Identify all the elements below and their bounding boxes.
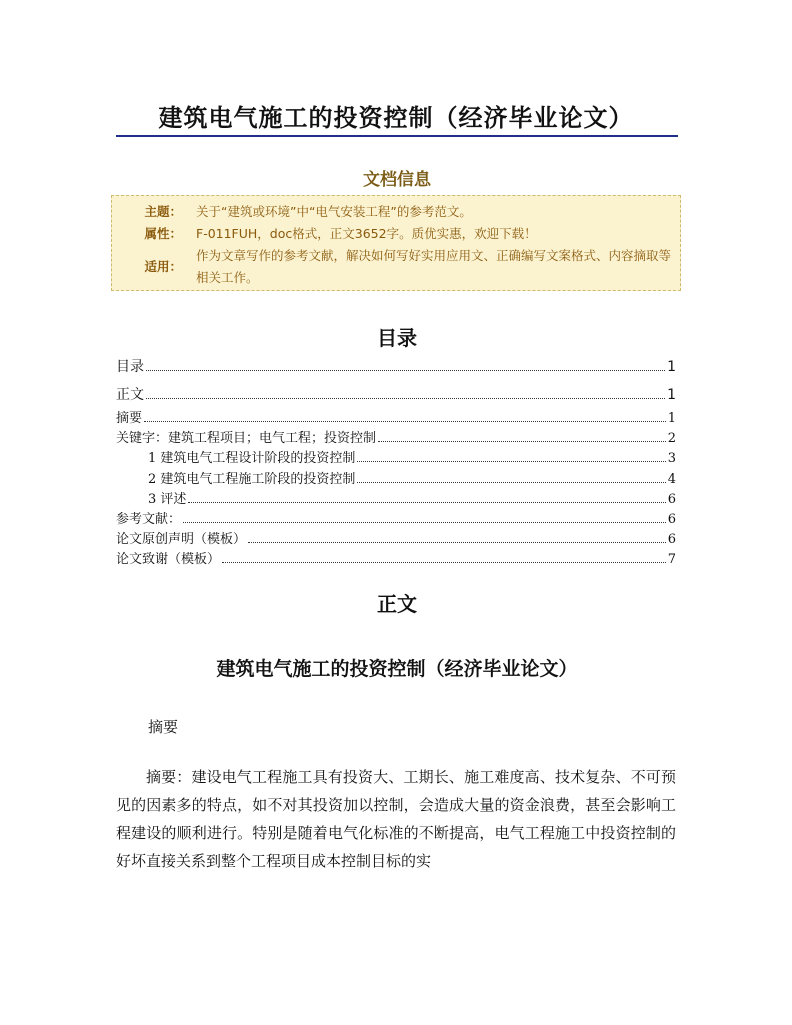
toc-entry[interactable] bbox=[116, 548, 676, 567]
toc-leader bbox=[146, 398, 665, 399]
toc-entry-page: 2 bbox=[667, 431, 676, 446]
toc-entry-page: 1 bbox=[667, 411, 676, 426]
abstract-label: 摘要 bbox=[148, 718, 179, 736]
info-heading: 文档信息 bbox=[363, 170, 431, 190]
toc-leader bbox=[146, 370, 665, 371]
toc-entry-page: 7 bbox=[667, 552, 676, 567]
section-heading-body: 正文 bbox=[377, 592, 417, 616]
toc-leader bbox=[378, 441, 666, 442]
info-value-usage: 作为文章写作的参考文献，解决如何写好实用应用文、正确编写文案格式、内容摘取等相关工作。 bbox=[196, 248, 672, 285]
info-label-topic: 主题： bbox=[144, 204, 182, 219]
toc-entry[interactable] bbox=[116, 528, 676, 547]
toc-entry-page: 6 bbox=[667, 532, 676, 547]
toc-entry-page: 6 bbox=[667, 492, 676, 507]
toc-entry-text: 正文 bbox=[116, 387, 144, 403]
toc-heading: 目录 bbox=[377, 326, 417, 350]
toc-entry-page: 1 bbox=[667, 387, 676, 403]
toc-leader bbox=[183, 522, 666, 523]
toc-entry[interactable] bbox=[148, 447, 676, 466]
info-row-usage bbox=[112, 245, 680, 289]
info-row-attributes bbox=[112, 223, 680, 245]
toc-entry-page: 3 bbox=[667, 451, 676, 466]
toc-entry-text: 关键字：建筑工程项目；电气工程；投资控制 bbox=[116, 431, 377, 446]
toc-entry[interactable] bbox=[116, 508, 676, 527]
toc-entry-text: 1 建筑电气工程设计阶段的投资控制 bbox=[148, 451, 356, 466]
toc-leader bbox=[357, 482, 665, 483]
info-value-attributes: F-011FUH，doc格式，正文3652字。质优实惠，欢迎下载！ bbox=[196, 226, 537, 241]
article-title: 建筑电气施工的投资控制（经济毕业论文） bbox=[216, 658, 578, 680]
toc-leader bbox=[248, 542, 666, 543]
info-row-topic bbox=[112, 201, 680, 223]
toc-entry[interactable] bbox=[148, 468, 676, 487]
toc-entry[interactable] bbox=[116, 356, 676, 376]
toc-entry-page: 6 bbox=[667, 512, 676, 527]
info-label-usage: 适用： bbox=[144, 259, 182, 274]
toc-leader bbox=[144, 421, 666, 422]
toc-leader bbox=[222, 562, 666, 563]
document-title: 建筑电气施工的投资控制（经济毕业论文） bbox=[158, 104, 634, 132]
info-box bbox=[111, 195, 681, 291]
toc-entry-text: 目录 bbox=[116, 359, 144, 375]
toc-entry[interactable] bbox=[116, 384, 676, 404]
toc-entry[interactable] bbox=[116, 407, 676, 426]
abstract-paragraph: 摘要：建设电气工程施工具有投资大、工期长、施工难度高、技术复杂、不可预见的因素多的特点，如不对其投资加以控制，会造成大量的资金浪费，甚至会影响工程建设的顺利进行。特别是随着电气化标准的不断提高，电气工程施工中投资控制的好坏直接关系到整个工程项目成本控制目标的实 bbox=[116, 768, 676, 870]
toc-entry-page: 4 bbox=[667, 472, 676, 487]
info-value-topic: 关于“建筑或环境”中“电气安装工程”的参考范文。 bbox=[196, 204, 472, 219]
toc-entry-text: 参考文献： bbox=[116, 512, 182, 527]
toc-entry-text: 摘要 bbox=[116, 411, 143, 426]
toc-leader bbox=[188, 502, 665, 503]
title-divider bbox=[116, 135, 678, 137]
toc-entry-text: 2 建筑电气工程施工阶段的投资控制 bbox=[148, 472, 356, 487]
toc-entry-text: 论文致谢（模板） bbox=[116, 552, 221, 567]
toc-leader bbox=[357, 461, 665, 462]
toc-entry-page: 1 bbox=[667, 359, 676, 375]
info-label-attributes: 属性： bbox=[144, 226, 182, 241]
toc-entry-text: 3 评述 bbox=[148, 492, 187, 507]
toc-entry[interactable] bbox=[148, 488, 676, 507]
toc-entry-text: 论文原创声明（模板） bbox=[116, 532, 247, 547]
toc-entry[interactable] bbox=[116, 427, 676, 446]
